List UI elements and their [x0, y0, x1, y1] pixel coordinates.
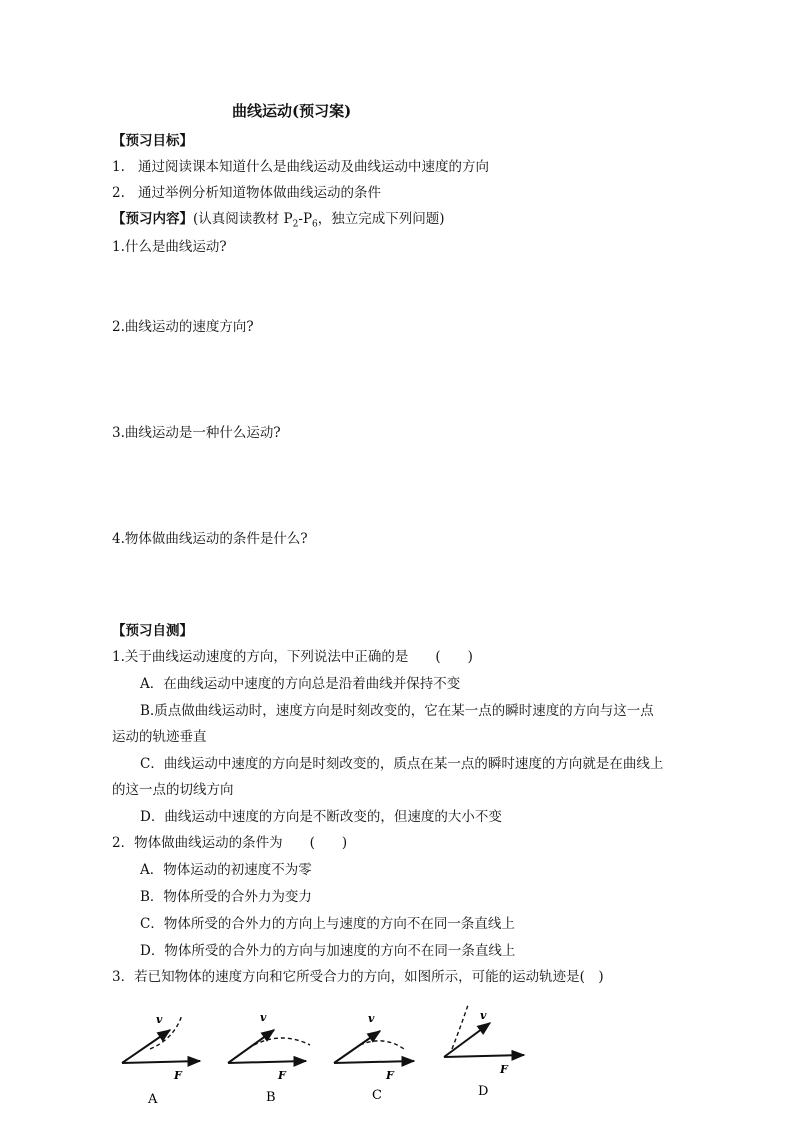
force-label: F	[500, 1063, 508, 1076]
q2-option-d: D．物体所受的合外力的方向与加速度的方向不在同一条直线上	[140, 943, 516, 959]
velocity-arrow	[122, 1030, 170, 1063]
question-4: 4.物体做曲线运动的条件是什么?	[112, 531, 308, 547]
content-note-post: ，独立完成下列问题)	[317, 211, 445, 227]
q1-option-c: C．曲线运动中速度的方向是时刻改变的，质点在某一点的瞬时速度的方向就是在曲线上	[140, 756, 664, 772]
velocity-arrow	[444, 1023, 490, 1057]
q1-option-d: D．曲线运动中速度的方向是不断改变的，但速度的大小不变	[140, 809, 502, 825]
goal-number: 1.	[112, 159, 125, 175]
content-note-sub1: 2	[292, 219, 299, 230]
q2-stem: 2．物体做曲线运动的条件为 ( )	[112, 835, 348, 851]
velocity-arrow	[334, 1031, 380, 1063]
q3-stem: 3．若已知物体的速度方向和它所受合力的方向，如图所示，可能的运动轨迹是( )	[112, 969, 604, 985]
content-note-pre: (认真阅读教材 P	[193, 211, 293, 227]
goal-item	[112, 184, 381, 202]
force-arrow	[334, 1061, 414, 1063]
velocity-label: v	[260, 1011, 267, 1024]
q2-option-c: C．物体所受的合外力的方向上与速度的方向不在同一条直线上	[140, 916, 515, 932]
velocity-label: v	[480, 1009, 487, 1022]
q1-stem: 1.关于曲线运动速度的方向，下列说法中正确的是 ( )	[112, 649, 473, 665]
selftest-heading: 【预习自测】	[112, 623, 193, 639]
force-arrow	[228, 1061, 306, 1063]
diagram-a	[122, 1013, 200, 1107]
force-arrow	[122, 1061, 200, 1063]
question-1: 1.什么是曲线运动?	[112, 239, 227, 255]
goal-item	[112, 158, 489, 176]
force-label: F	[386, 1069, 394, 1082]
force-label: F	[174, 1069, 182, 1082]
content-heading: 【预习内容】	[112, 211, 193, 227]
trajectory-curve	[452, 1005, 468, 1049]
goal-text: 通过举例分析知道物体做曲线运动的条件	[138, 185, 381, 201]
question-3: 3.曲线运动是一种什么运动?	[112, 425, 281, 441]
velocity-arrow	[228, 1030, 274, 1063]
goal-number: 2.	[112, 185, 125, 201]
velocity-label: v	[368, 1012, 375, 1025]
trajectory-diagrams	[112, 1005, 532, 1110]
content-note-sub2: 6	[312, 219, 318, 230]
diagram-label-c: C	[372, 1088, 382, 1103]
goals-heading: 【预习目标】	[112, 133, 193, 149]
diagram-c	[334, 1012, 414, 1103]
q1-option-b: B.质点做曲线运动时，速度方向是时刻改变的，它在某一点的瞬时速度的方向与这一点	[140, 703, 654, 719]
q3-figure	[112, 1005, 532, 1110]
diagram-label-d: D	[478, 1084, 489, 1099]
page-title: 曲线运动(预习案)	[232, 102, 352, 120]
content-note-mid: -P	[298, 211, 313, 227]
diagram-label-a: A	[148, 1092, 158, 1107]
q1-option-c-cont: 的这一点的切线方向	[112, 782, 234, 798]
velocity-label: v	[156, 1013, 163, 1026]
diagram-d	[444, 1005, 524, 1099]
content-note	[193, 211, 445, 230]
q1-option-b-cont: 运动的轨迹垂直	[112, 729, 207, 745]
force-label: F	[278, 1069, 286, 1082]
q2-option-a: A．物体运动的初速度不为零	[140, 862, 312, 878]
trajectory-curve	[360, 1041, 404, 1049]
goal-text: 通过阅读课本知道什么是曲线运动及曲线运动中速度的方向	[138, 159, 489, 175]
q1-option-a: A．在曲线运动中速度的方向总是沿着曲线并保持不变	[140, 676, 461, 692]
diagram-label-b: B	[266, 1090, 276, 1105]
force-arrow	[444, 1055, 524, 1057]
q2-option-b: B．物体所受的合外力为变力	[140, 889, 312, 905]
question-2: 2.曲线运动的速度方向?	[112, 319, 254, 335]
diagram-b	[228, 1011, 310, 1105]
content-heading-line	[112, 210, 445, 234]
